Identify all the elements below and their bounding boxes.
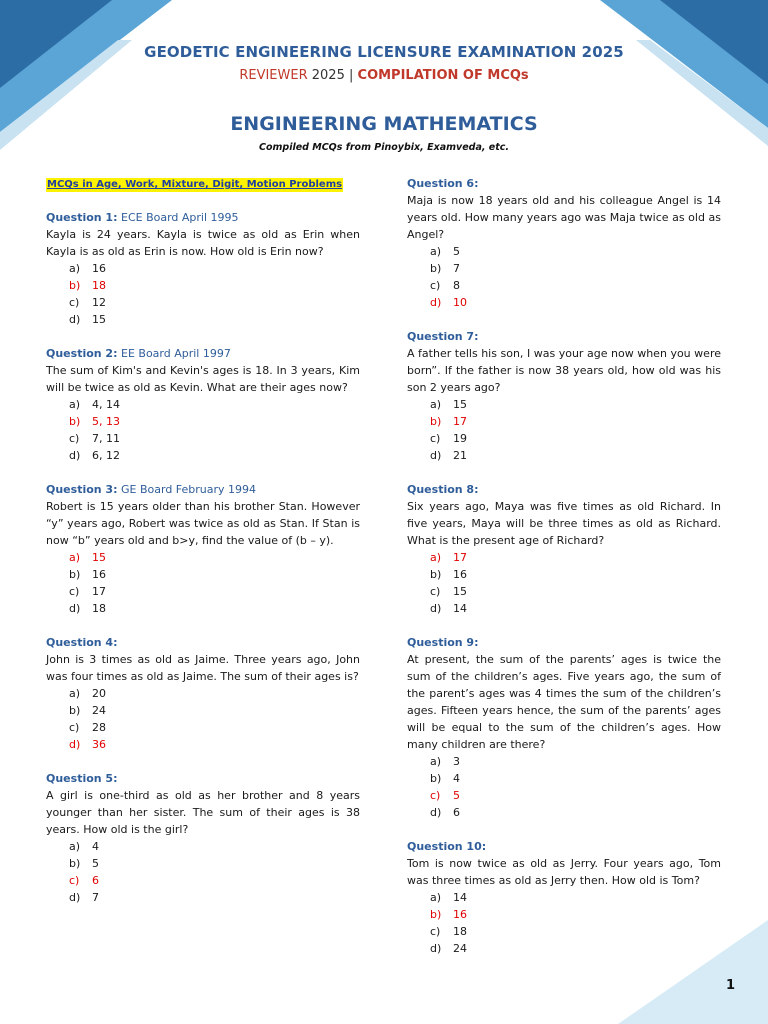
option-value: 17 [92, 585, 106, 598]
option-value: 17 [453, 551, 467, 564]
option-letter: a) [430, 551, 442, 564]
option-letter: b) [69, 704, 81, 717]
question-label: Question 5: [46, 772, 118, 785]
option-letter: d) [69, 449, 81, 462]
question-block [407, 481, 721, 617]
option-letter: a) [69, 840, 81, 853]
answer-option [407, 447, 721, 464]
option-value: 7 [453, 262, 460, 275]
question-block [46, 481, 360, 617]
question-text: At present, the sum of the parents’ ages is twice the sum of the children’s ages. Five years ago, the sum of the parent’s ages was 4 times the sum of the children’s ages. Fifteen years hence, the sum of the parents’ ages will be equal to the sum of the children’s ages. How many children are there? [407, 653, 721, 751]
reviewer-year: 2025 [311, 68, 345, 83]
option-value: 15 [92, 551, 106, 564]
option-letter: d) [430, 602, 442, 615]
question-header [407, 481, 721, 498]
options-list [407, 753, 721, 821]
left-column [46, 175, 360, 923]
question-block [407, 634, 721, 821]
question-text: John is 3 times as old as Jaime. Three years ago, John was four times as old as Jaime. The sum of their ages is? [46, 653, 360, 683]
question-text: Six years ago, Maya was five times as old Richard. In five years, Maya will be three times as old as Richard. What is the present age of Richard? [407, 500, 721, 547]
options-list [46, 549, 360, 617]
answer-option [407, 940, 721, 957]
option-letter: d) [69, 738, 81, 751]
option-letter: b) [430, 908, 442, 921]
option-value: 18 [92, 602, 106, 615]
answer-option [46, 702, 360, 719]
option-letter: b) [430, 568, 442, 581]
option-letter: d) [430, 942, 442, 955]
answer-option [46, 838, 360, 855]
page-number: 1 [726, 978, 736, 993]
question-block [46, 770, 360, 906]
option-letter: c) [430, 789, 441, 802]
answer-option [46, 566, 360, 583]
option-letter: c) [69, 432, 80, 445]
option-value: 15 [453, 585, 467, 598]
question-header [407, 175, 721, 192]
answer-option [46, 889, 360, 906]
subtitle-separator: | [349, 68, 354, 83]
compilation-label: COMPILATION OF MCQs [357, 68, 529, 83]
answer-option [407, 753, 721, 770]
answer-option [46, 447, 360, 464]
question-block [46, 634, 360, 753]
option-letter: a) [69, 262, 81, 275]
question-text: Tom is now twice as old as Jerry. Four years ago, Tom was three times as old as Jerry then. How old is Tom? [407, 857, 721, 887]
exam-subtitle [0, 68, 768, 83]
option-letter: a) [69, 398, 81, 411]
question-header [46, 209, 360, 226]
question-source: GE Board February 1994 [121, 483, 257, 496]
option-letter: a) [69, 687, 81, 700]
option-value: 5 [92, 857, 99, 870]
option-letter: d) [69, 602, 81, 615]
options-list [407, 889, 721, 957]
question-header [46, 634, 360, 651]
option-letter: d) [69, 313, 81, 326]
option-letter: c) [430, 925, 441, 938]
answer-option-correct [46, 413, 360, 430]
question-header [407, 838, 721, 855]
topic-heading: MCQs in Age, Work, Mixture, Digit, Motion Problems [47, 179, 343, 190]
option-value: 18 [453, 925, 467, 938]
option-value: 7, 11 [92, 432, 120, 445]
option-value: 16 [453, 568, 467, 581]
left-question-list [46, 209, 360, 906]
option-value: 36 [92, 738, 106, 751]
question-header [407, 634, 721, 651]
option-value: 4 [92, 840, 99, 853]
option-value: 7 [92, 891, 99, 904]
question-label: Question 10: [407, 840, 487, 853]
answer-option [407, 243, 721, 260]
option-value: 16 [92, 568, 106, 581]
question-label: Question 2: [46, 347, 118, 360]
answer-option-correct [46, 872, 360, 889]
subject-heading: ENGINEERING MATHEMATICS [230, 113, 538, 135]
option-value: 3 [453, 755, 460, 768]
question-source: EE Board April 1997 [121, 347, 231, 360]
answer-option [407, 277, 721, 294]
option-letter: b) [430, 772, 442, 785]
question-block [46, 209, 360, 328]
answer-option-correct [46, 549, 360, 566]
option-value: 6 [453, 806, 460, 819]
question-label: Question 6: [407, 177, 479, 190]
option-value: 5 [453, 789, 460, 802]
option-letter: c) [430, 585, 441, 598]
answer-option [46, 685, 360, 702]
question-header [407, 328, 721, 345]
option-value: 10 [453, 296, 467, 309]
option-letter: a) [430, 245, 442, 258]
question-label: Question 4: [46, 636, 118, 649]
option-value: 5 [453, 245, 460, 258]
compiled-note: Compiled MCQs from Pinoybix, Examveda, etc. [259, 142, 509, 153]
option-value: 6, 12 [92, 449, 120, 462]
option-value: 16 [92, 262, 106, 275]
option-letter: d) [69, 891, 81, 904]
question-label: Question 3: [46, 483, 118, 496]
option-letter: c) [430, 279, 441, 292]
options-list [46, 260, 360, 328]
option-letter: d) [430, 449, 442, 462]
answer-option [407, 583, 721, 600]
question-text: Maja is now 18 years old and his colleague Angel is 14 years old. How many years ago was Maja twice as old as Angel? [407, 194, 721, 241]
option-value: 4 [453, 772, 460, 785]
question-label: Question 7: [407, 330, 479, 343]
question-header [46, 481, 360, 498]
option-letter: b) [69, 857, 81, 870]
question-label: Question 9: [407, 636, 479, 649]
question-text: Kayla is 24 years. Kayla is twice as old as Erin when Kayla is as old as Erin is now. How old is Erin now? [46, 228, 360, 258]
answer-option [407, 804, 721, 821]
answer-option-correct [407, 906, 721, 923]
question-block [407, 328, 721, 464]
right-question-list [407, 175, 721, 957]
option-value: 4, 14 [92, 398, 120, 411]
option-letter: c) [69, 874, 80, 887]
option-value: 8 [453, 279, 460, 292]
answer-option [46, 600, 360, 617]
option-letter: c) [69, 585, 80, 598]
option-value: 18 [92, 279, 106, 292]
answer-option [407, 600, 721, 617]
option-letter: d) [430, 806, 442, 819]
answer-option [46, 583, 360, 600]
option-value: 20 [92, 687, 106, 700]
option-letter: b) [69, 279, 81, 292]
answer-option [407, 396, 721, 413]
options-list [46, 396, 360, 464]
option-value: 24 [92, 704, 106, 717]
question-source: ECE Board April 1995 [121, 211, 239, 224]
answer-option-correct [407, 549, 721, 566]
question-block [407, 175, 721, 311]
answer-option-correct [407, 413, 721, 430]
answer-option [46, 719, 360, 736]
question-block [407, 838, 721, 957]
option-value: 24 [453, 942, 467, 955]
option-value: 14 [453, 602, 467, 615]
option-value: 28 [92, 721, 106, 734]
question-text: Robert is 15 years older than his brother Stan. However “y” years ago, Robert was twice as old as Stan. If Stan is now “b” years old and b>y, find the value of (b – y). [46, 500, 360, 547]
answer-option [407, 889, 721, 906]
option-value: 5, 13 [92, 415, 120, 428]
answer-option [46, 430, 360, 447]
option-letter: d) [430, 296, 442, 309]
answer-option [407, 260, 721, 277]
option-letter: b) [430, 415, 442, 428]
options-list [407, 243, 721, 311]
question-text: A father tells his son, I was your age now when you were born”. If the father is now 38 years old, how old was his son 2 years ago? [407, 347, 721, 394]
question-block [46, 345, 360, 464]
answer-option-correct [407, 787, 721, 804]
option-letter: c) [69, 721, 80, 734]
question-text: A girl is one-third as old as her brother and 8 years younger than her sister. The sum of their ages is 38 years. How old is the girl? [46, 789, 360, 836]
options-list [407, 396, 721, 464]
reviewer-label: REVIEWER [239, 68, 308, 83]
option-letter: a) [430, 398, 442, 411]
answer-option-correct [46, 277, 360, 294]
question-label: Question 1: [46, 211, 118, 224]
options-list [46, 838, 360, 906]
right-column [407, 175, 721, 974]
options-list [407, 549, 721, 617]
option-letter: a) [69, 551, 81, 564]
option-letter: a) [430, 755, 442, 768]
option-letter: c) [69, 296, 80, 309]
answer-option [407, 923, 721, 940]
option-value: 21 [453, 449, 467, 462]
option-letter: b) [69, 415, 81, 428]
answer-option [46, 260, 360, 277]
option-value: 6 [92, 874, 99, 887]
option-value: 17 [453, 415, 467, 428]
option-letter: b) [430, 262, 442, 275]
question-header [46, 345, 360, 362]
answer-option [46, 294, 360, 311]
question-label: Question 8: [407, 483, 479, 496]
option-value: 12 [92, 296, 106, 309]
question-text: The sum of Kim's and Kevin's ages is 18. In 3 years, Kim will be twice as old as Kevin. What are their ages now? [46, 364, 360, 394]
answer-option [407, 770, 721, 787]
answer-option [46, 855, 360, 872]
options-list [46, 685, 360, 753]
option-value: 15 [453, 398, 467, 411]
answer-option [46, 396, 360, 413]
exam-title: GEODETIC ENGINEERING LICENSURE EXAMINATION 2025 [144, 43, 624, 61]
question-header [46, 770, 360, 787]
option-value: 15 [92, 313, 106, 326]
option-value: 14 [453, 891, 467, 904]
option-value: 16 [453, 908, 467, 921]
answer-option [407, 430, 721, 447]
option-value: 19 [453, 432, 467, 445]
option-letter: a) [430, 891, 442, 904]
answer-option [46, 311, 360, 328]
option-letter: c) [430, 432, 441, 445]
answer-option-correct [407, 294, 721, 311]
answer-option-correct [46, 736, 360, 753]
answer-option [407, 566, 721, 583]
option-letter: b) [69, 568, 81, 581]
